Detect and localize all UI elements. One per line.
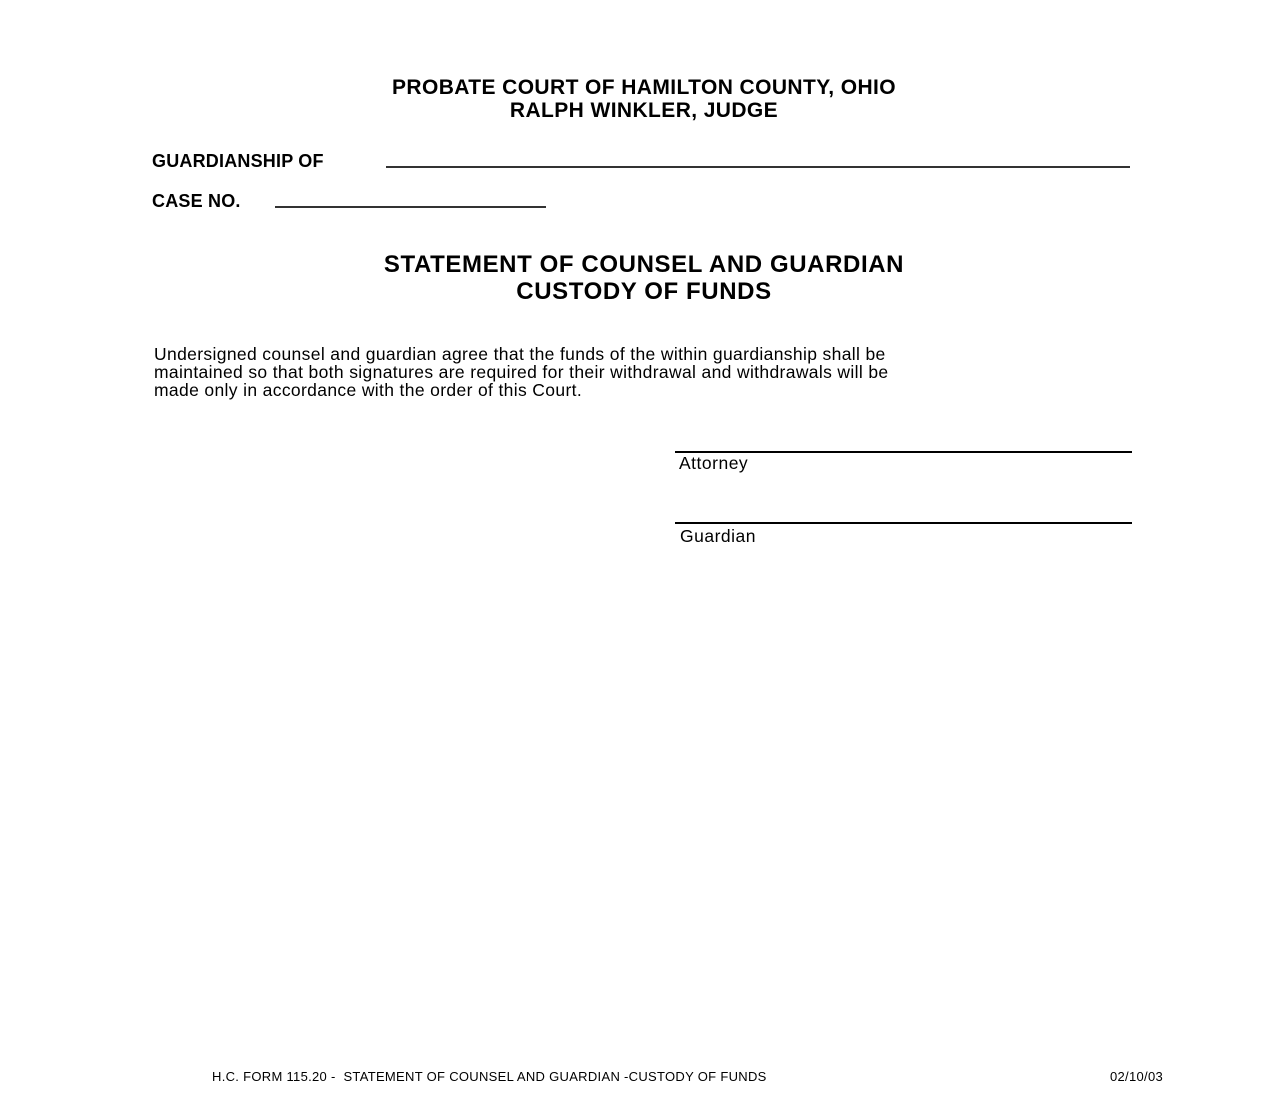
attorney-signature-label: Attorney <box>679 453 749 473</box>
judge-name: RALPH WINKLER, JUDGE <box>509 99 779 122</box>
guardian-signature-label: Guardian <box>680 526 756 546</box>
document-title <box>0 251 1275 305</box>
guardian-signature-line[interactable] <box>675 522 1132 524</box>
title-line-2: CUSTODY OF FUNDS <box>516 278 772 305</box>
paragraph-line: made only in accordance with the order of this Court. <box>154 380 583 400</box>
case-no-label: CASE NO. <box>152 191 241 211</box>
guardianship-label: GUARDIANSHIP OF <box>152 151 324 171</box>
guardianship-field-row <box>152 151 324 172</box>
title-line-1: STATEMENT OF COUNSEL AND GUARDIAN <box>383 251 905 278</box>
footer-date: 02/10/03 <box>1110 1069 1164 1084</box>
paragraph-line: Undersigned counsel and guardian agree that the funds of the within guardianship shall be <box>154 344 886 364</box>
agreement-paragraph <box>154 345 1134 399</box>
court-name: PROBATE COURT OF HAMILTON COUNTY, OHIO <box>391 76 897 99</box>
footer-form-id: H.C. FORM 115.20 - STATEMENT OF COUNSEL AND GUARDIAN -CUSTODY OF FUNDS <box>212 1069 767 1084</box>
case-no-field-row <box>152 191 241 212</box>
court-header <box>0 76 1275 122</box>
case-no-input[interactable] <box>275 206 546 208</box>
paragraph-line: maintained so that both signatures are required for their withdrawal and withdrawals will be <box>154 362 889 382</box>
guardianship-input[interactable] <box>386 166 1130 168</box>
